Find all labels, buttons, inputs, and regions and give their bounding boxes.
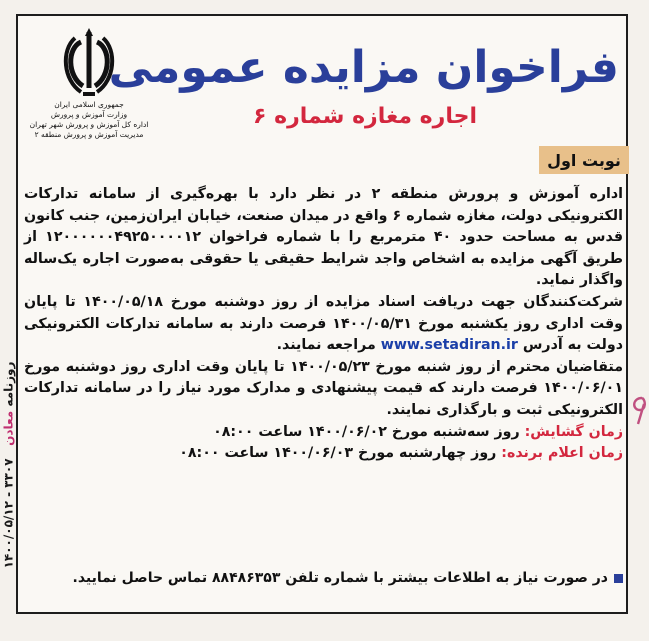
newspaper-masthead xyxy=(1,362,15,569)
winner-time-label: زمان اعلام برنده: xyxy=(501,445,623,462)
paper-name-colored: معادن xyxy=(1,410,15,446)
winner-time-line xyxy=(24,443,623,465)
contact-line xyxy=(24,570,623,586)
issue-info: ۳۳۰۷ - ۱۴۰۰/۰۵/۱۲ xyxy=(1,458,15,569)
opening-time-value: روز سه‌شنبه مورخ ۱۴۰۰/۰۶/۰۲ ساعت ۰۸:۰۰ xyxy=(213,423,520,440)
org-line-2: وزارت آموزش و پرورش xyxy=(50,110,128,119)
paper-name: روزنامه xyxy=(1,361,15,407)
body-paragraph-2 xyxy=(24,292,623,357)
opening-time-line xyxy=(24,422,623,444)
org-line-4: مدیریت آموزش و پرورش منطقه ۲ xyxy=(34,130,144,139)
square-bullet-icon xyxy=(614,574,623,583)
body-paragraph-2-end: مراجعه نمایند. xyxy=(276,337,376,354)
body-paragraph-2-text: شرکت‌کنندگان جهت دریافت اسناد مزایده از روز دوشنبه مورخ ۱۴۰۰/۰۵/۱۸ تا پایان وقت اداری روز یکشنبه مورخ ۱۴۰۰/۰۵/۳۱ فرصت دارند به سامانه تدارکات الکترونیکی دولت به آدرس xyxy=(24,293,623,354)
winner-time-value: روز چهارشنبه مورخ ۱۴۰۰/۰۶/۰۳ ساعت ۰۸:۰۰ xyxy=(179,445,497,462)
org-line-1: جمهوری اسلامی ایران xyxy=(54,100,124,109)
announcement-body xyxy=(24,184,623,465)
contact-text: در صورت نیاز به اطلاعات بیشتر با شماره تلفن ۸۸۴۸۶۳۵۳ تماس حاصل نمایید. xyxy=(72,570,608,586)
org-line-3: اداره کل آموزش و پرورش شهر تهران xyxy=(29,120,149,129)
announcement-title: فراخوان مزایده عمومی xyxy=(108,42,619,93)
body-paragraph-3: متقاضیان محترم از روز شنبه مورخ ۱۴۰۰/۰۵/۲۳ تا پایان وقت اداری روز دوشنبه مورخ ۱۴۰۰/۰۶/۰۱ فرصت دارند که قیمت پیشنهادی و مدارک مورد نیاز را در سامانه تدارکات الکترونیکی ثبت و بارگذاری نمایند. xyxy=(24,358,623,418)
opening-time-label: زمان گشایش: xyxy=(524,423,623,440)
announcement-subtitle: اجاره مغازه شماره ۶ xyxy=(253,104,477,129)
round-badge: نوبت اول xyxy=(539,146,629,174)
handwritten-mark-icon xyxy=(628,392,649,428)
body-paragraph-1: اداره آموزش و پرورش منطقه ۲ در نظر دارد با بهره‌گیری از سامانه تدارکات الکترونیکی دولت، مغازه شماره ۶ واقع در میدان صنعت، خیابان ایران‌زمین، جنب کانون قدس به مساحت حدود ۴۰ مترمربع را با شماره فراخوان ۱۲۰۰۰۰۰۰۴۹۲۵۰۰۰۰۱۲ از طریق آگهی مزایده به اشخاص واجد شرایط حقیقی یا حقوقی به‌صورت اجاره یک‌ساله واگذار نماید. xyxy=(24,186,624,289)
website-link[interactable]: www.setadiran.ir xyxy=(380,337,518,354)
newspaper-side-strip xyxy=(0,300,16,630)
